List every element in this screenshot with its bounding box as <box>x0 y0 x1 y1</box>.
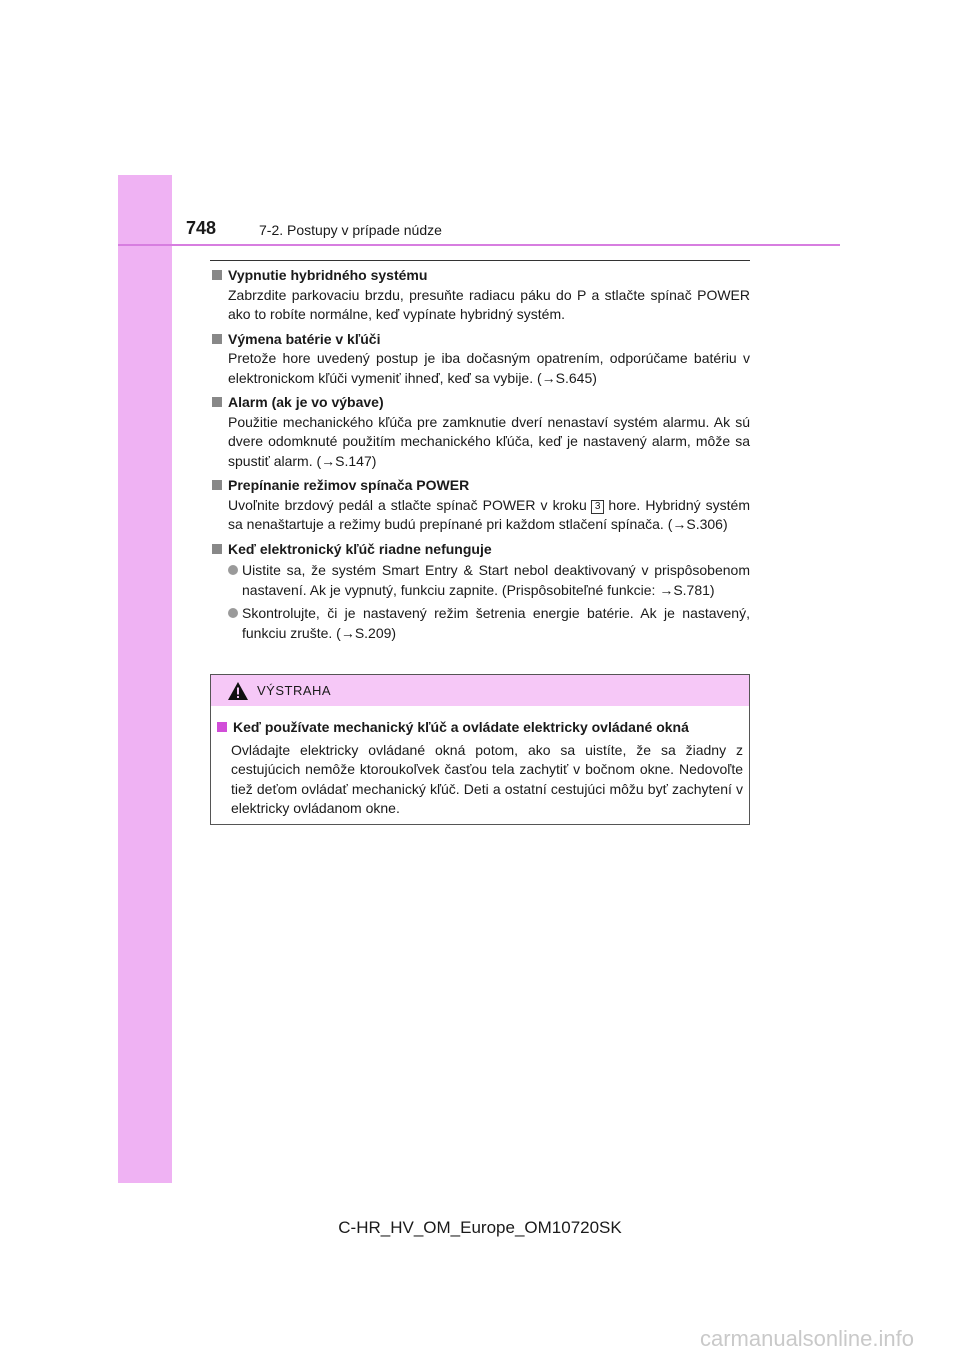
topic-heading-text: Alarm (ak je vo výbave) <box>228 394 384 410</box>
square-bullet-icon <box>212 397 222 407</box>
page-number: 748 <box>186 218 217 238</box>
header-rule <box>118 244 840 246</box>
topic-key-battery <box>210 330 750 389</box>
step-number-badge: 3 <box>591 500 605 514</box>
square-bullet-icon <box>212 480 222 490</box>
square-bullet-icon <box>212 544 222 554</box>
main-content <box>210 266 750 648</box>
side-accent-band-top <box>118 175 172 245</box>
list-item <box>210 604 750 643</box>
topic-heading <box>210 266 750 286</box>
circle-bullet-icon <box>228 608 238 618</box>
topic-alarm <box>210 393 750 471</box>
topic-body: Zabrzdite parkovaciu brzdu, presuňte radiacu páku do P a stlačte spínač POWER ako to robíte normálne, keď vypínate hybridný systém. <box>228 286 750 322</box>
square-bullet-icon <box>217 722 227 732</box>
warning-label: VÝSTRAHA <box>257 683 332 698</box>
topic-heading-text: Výmena batérie v kľúči <box>228 330 381 347</box>
side-accent-band <box>118 175 172 1183</box>
warning-heading <box>217 718 743 738</box>
topic-body: Pretože hore uvedený postup je iba dočasným opatrením, odporúčame batériu v elektronickom kľúči vymeniť ihneď, keď sa vybije. (→S.645) <box>228 350 750 386</box>
header-area <box>118 175 840 245</box>
topic-power-modes <box>210 476 750 535</box>
warning-body <box>211 706 749 819</box>
topic-heading <box>210 540 750 560</box>
topic-heading <box>210 393 750 413</box>
topic-body <box>210 496 750 535</box>
topic-key-malfunction <box>210 540 750 644</box>
list-item <box>210 561 750 600</box>
document-code: C-HR_HV_OM_Europe_OM10720SK <box>338 1218 622 1237</box>
topic-body-after: hore. Hybridný systém sa nenaštartuje a režimy budú prepínané pri každom stlačení spínača. (→S.306) <box>228 496 750 532</box>
topic-body-before: Uvoľnite brzdový pedál a stlačte spínač POWER v kroku <box>228 496 587 513</box>
circle-bullet-icon <box>228 565 238 575</box>
list-item-text: Uistite sa, že systém Smart Entry & Start nebol deaktivovaný v prispôsobenom nastavení. Ak je vypnutý, funkciu zapnite. (Prispôsobiteľné funkcie: →S.781) <box>242 562 750 598</box>
topic-heading <box>210 476 750 496</box>
warning-triangle-icon <box>227 681 249 701</box>
topic-heading-text: Prepínanie režimov spínača POWER <box>228 477 470 493</box>
warning-box <box>210 674 750 825</box>
topic-heading <box>210 330 750 350</box>
list-item-text: Skontrolujte, či je nastavený režim šetrenia energie batérie. Ak je nastavený, funkciu zrušte. (→S.209) <box>242 605 750 641</box>
content-divider <box>210 260 750 261</box>
section-title: 7-2. Postupy v prípade núdze <box>259 222 442 238</box>
topic-body: Použitie mechanického kľúča pre zamknutie dverí nenastaví systém alarmu. Ak sú dvere odomknuté použitím mechanického kľúča, keď je nastavený alarm, môže sa spustiť alarm. (→S.147) <box>228 413 750 469</box>
topic-heading-text: Keď elektronický kľúč riadne nefunguje <box>228 540 492 557</box>
square-bullet-icon <box>212 334 222 344</box>
warning-text: Ovládajte elektricky ovládané okná potom, ako sa uistíte, že sa žiadny z cestujúcich nemôže ktoroukoľvek časťou tela zachytiť v bočnom okne. Nedovoľte tiež deťom ovládať mechanický kľúč. Deti a ostatní cestujúci môžu byť zachytení v elektricky ovládanom okne. <box>231 741 743 816</box>
topic-heading-text: Vypnutie hybridného systému <box>228 267 428 283</box>
warning-header <box>211 675 749 706</box>
warning-heading-text: Keď používate mechanický kľúč a ovládate elektricky ovládané okná <box>233 719 689 735</box>
square-bullet-icon <box>212 270 222 280</box>
watermark: carmanualsonline.info <box>699 1326 914 1351</box>
topic-shutdown <box>210 266 750 325</box>
